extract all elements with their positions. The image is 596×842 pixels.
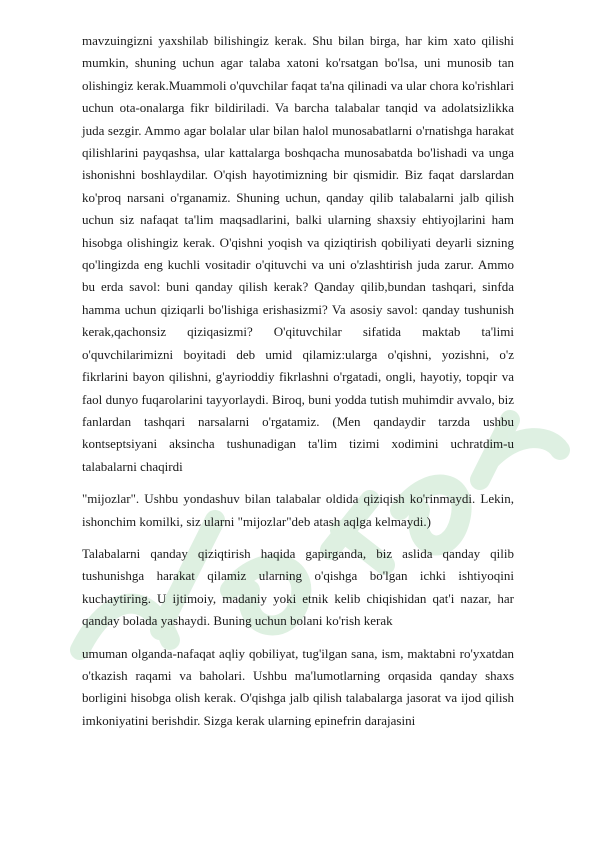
document-body (82, 30, 514, 732)
paragraph-1: mavzuingizni yaxshilab bilishingiz kerak. Shu bilan birga, har kim xato qilishi mumkin, shuning uchun agar talaba xatoni ko'rsatgan bo'lsa, uni munosib tan olishingiz kerak.Muammoli o'quvchilar faqat ta'na qilinadi va ular chora ko'rishlari uchun ota-onalarga fikr bildiriladi. Va barcha talabalar tanqid va adolatsizlikka juda sezgir. Ammo agar bolalar ular bilan halol munosabatlarni o'rnatishga harakat qilishlarini payqashsa, ular kattalarga boshqacha munosabatda bo'lishadi va unga ishonishni boshlaydilar. O'qish hayotimizning bir qismidir. Biz faqat darslardan ko'proq narsani o'rganamiz. Shuning uchun, qanday qilib talabalarni jalb qilish uchun siz nafaqat ta'lim maqsadlarini, balki ularning shaxsiy ehtiyojlarini ham hisobga olishingiz kerak. O'qishni yoqish va qiziqtirish qobiliyati deyarli sizning qo'lingizda eng kuchli vositadir o'qituvchi va uni o'zlashtirish juda zarur. Ammo bu erda savol: buni qanday qilish kerak? Qanday qilib,bundan tashqari, sinfda hamma uchun qiziqarli bo'lishiga erishasizmi? Va asosiy savol: qanday tushunish kerak,qachonsiz qiziqasizmi? O'qituvchilar sifatida maktab ta'limi o'quvchilarimizni boyitadi deb umid qilamiz:ularga o'qishni, yozishni, o'z fikrlarini bayon qilishni, g'ayrioddiy fikrlashni o'rgatadi, ongli, hayotiy, topqir va faol dunyo fuqarolarini tayyorlaydi. Biroq, buni yodda tutish muhimdir avvalo, biz fanlardan tashqari narsalarni o'rgatamiz. (Men qandaydir tarzda ushbu kontseptsiyani aksincha tushunadigan ta'lim tizimi xodimini uchratdim-u talabalarni chaqirdi (82, 33, 514, 474)
paragraph-3: Talabalarni qanday qiziqtirish haqida gapirganda, biz aslida qanday qilib tushunishga harakat qilamiz ularning o'qishga bo'lgan ichki ishtiyoqini kuchaytiring. U ijtimoiy, madaniy yoki etnik kelib chiqishidan qat'i nazar, har qanday bolada yashaydi. Buning uchun bolani ko'rish kerak (82, 545, 514, 629)
paragraph-2: "mijozlar". Ushbu yondashuv bilan talabalar oldida qiziqish ko'rinmaydi. Lekin, ishonchim komilki, siz ularni "mijozlar"deb atash aqlga kelmaydi.) (82, 491, 514, 529)
paragraph-4: umuman olganda-nafaqat aqliy qobiliyat, tug'ilgan sana, ism, maktabni ro'yxatdan o'tkazish raqami va baholari. Ushbu ma'lumotlarning orqasida qanday shaxs borligini hisobga olish kerak. O'qishga jalb qilish talabalarga jasorat va ijod qilish imkoniyatini berishdir. Sizga kerak ularning epinefrin darajasini (82, 645, 514, 728)
